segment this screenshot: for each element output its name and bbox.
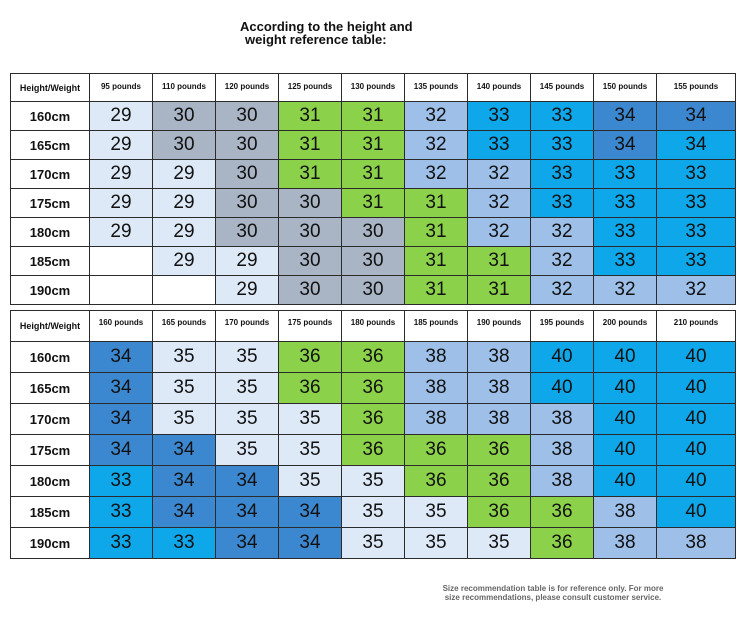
size-cell: 30 <box>216 189 279 218</box>
size-cell: 32 <box>468 160 531 189</box>
height-label: 180cm <box>11 466 90 497</box>
size-cell: 33 <box>657 160 736 189</box>
size-cell: 36 <box>279 373 342 404</box>
size-cell: 33 <box>468 102 531 131</box>
size-cell: 33 <box>657 247 736 276</box>
size-cell: 36 <box>531 528 594 559</box>
size-cell: 33 <box>594 160 657 189</box>
footnote-line-1: Size recommendation table is for reference only. For more <box>442 584 664 593</box>
size-cell: 31 <box>405 218 468 247</box>
size-cell: 36 <box>405 435 468 466</box>
size-cell: 36 <box>468 466 531 497</box>
height-label: 170cm <box>11 404 90 435</box>
size-cell: 29 <box>90 160 153 189</box>
weight-header: 185 pounds <box>405 311 468 342</box>
size-cell: 31 <box>279 131 342 160</box>
size-cell: 34 <box>90 373 153 404</box>
size-cell: 33 <box>594 189 657 218</box>
size-cell: 32 <box>468 189 531 218</box>
size-cell: 29 <box>153 247 216 276</box>
size-cell: 35 <box>405 528 468 559</box>
size-cell: 36 <box>342 435 405 466</box>
size-cell: 33 <box>90 497 153 528</box>
size-cell: 35 <box>216 435 279 466</box>
footnote-line-2: size recommendations, please consult customer service. <box>444 593 662 602</box>
size-cell: 31 <box>405 189 468 218</box>
size-cell: 29 <box>90 218 153 247</box>
size-cell: 32 <box>531 247 594 276</box>
size-cell: 36 <box>468 497 531 528</box>
height-label: 185cm <box>11 247 90 276</box>
size-cell: 36 <box>468 435 531 466</box>
size-cell: 38 <box>405 342 468 373</box>
size-cell: 35 <box>342 497 405 528</box>
table-row <box>11 218 736 247</box>
size-cell: 40 <box>657 435 736 466</box>
size-cell: 35 <box>279 466 342 497</box>
size-cell: 32 <box>405 160 468 189</box>
size-cell: 32 <box>531 218 594 247</box>
weight-header: 130 pounds <box>342 74 405 102</box>
table-row <box>11 497 736 528</box>
size-cell: 36 <box>342 342 405 373</box>
size-cell: 33 <box>657 189 736 218</box>
size-cell <box>153 276 216 305</box>
size-cell: 34 <box>279 528 342 559</box>
size-cell: 34 <box>90 404 153 435</box>
size-cell: 38 <box>657 528 736 559</box>
weight-header: 140 pounds <box>468 74 531 102</box>
size-cell: 38 <box>468 404 531 435</box>
size-cell: 40 <box>531 342 594 373</box>
size-cell: 31 <box>342 131 405 160</box>
height-label: 160cm <box>11 342 90 373</box>
size-cell: 32 <box>405 102 468 131</box>
weight-header: 200 pounds <box>594 311 657 342</box>
size-cell: 34 <box>90 435 153 466</box>
height-label: 175cm <box>11 189 90 218</box>
size-cell: 34 <box>657 131 736 160</box>
size-cell: 30 <box>342 218 405 247</box>
size-cell: 35 <box>279 404 342 435</box>
size-cell: 30 <box>216 218 279 247</box>
size-table-2 <box>10 310 736 559</box>
table-row <box>11 189 736 218</box>
size-cell: 29 <box>90 102 153 131</box>
size-cell: 34 <box>90 342 153 373</box>
size-cell: 35 <box>216 342 279 373</box>
size-cell: 38 <box>531 435 594 466</box>
weight-header: 195 pounds <box>531 311 594 342</box>
table-row <box>11 342 736 373</box>
size-cell: 29 <box>153 218 216 247</box>
size-cell: 33 <box>531 160 594 189</box>
size-cell: 33 <box>153 528 216 559</box>
size-cell: 38 <box>468 373 531 404</box>
size-cell: 31 <box>468 276 531 305</box>
size-cell: 40 <box>594 466 657 497</box>
size-cell: 30 <box>216 160 279 189</box>
size-cell: 30 <box>279 247 342 276</box>
size-cell: 29 <box>216 276 279 305</box>
height-label: 185cm <box>11 497 90 528</box>
size-cell: 35 <box>468 528 531 559</box>
size-cell: 35 <box>405 497 468 528</box>
size-cell: 36 <box>531 497 594 528</box>
size-cell: 31 <box>405 247 468 276</box>
size-cell: 35 <box>153 342 216 373</box>
table-row <box>11 435 736 466</box>
size-cell: 30 <box>216 102 279 131</box>
height-label: 170cm <box>11 160 90 189</box>
size-cell: 32 <box>531 276 594 305</box>
size-cell: 35 <box>342 528 405 559</box>
size-cell: 34 <box>279 497 342 528</box>
size-cell: 34 <box>594 131 657 160</box>
weight-header: 110 pounds <box>153 74 216 102</box>
size-cell: 38 <box>468 342 531 373</box>
size-cell: 33 <box>594 247 657 276</box>
size-cell: 35 <box>279 435 342 466</box>
size-cell: 33 <box>468 131 531 160</box>
footnote <box>408 584 698 602</box>
size-cell: 33 <box>90 466 153 497</box>
size-cell: 30 <box>279 218 342 247</box>
page-title <box>240 20 460 46</box>
size-cell <box>90 247 153 276</box>
weight-header: 95 pounds <box>90 74 153 102</box>
title-line-1: According to the height and <box>240 19 413 34</box>
size-cell: 40 <box>657 466 736 497</box>
size-cell: 33 <box>531 189 594 218</box>
weight-header: 135 pounds <box>405 74 468 102</box>
size-cell: 35 <box>216 404 279 435</box>
height-label: 175cm <box>11 435 90 466</box>
size-cell: 34 <box>153 497 216 528</box>
size-cell: 31 <box>342 160 405 189</box>
size-cell: 33 <box>657 218 736 247</box>
size-cell: 40 <box>657 404 736 435</box>
size-cell: 36 <box>342 373 405 404</box>
size-cell: 30 <box>153 131 216 160</box>
size-cell: 38 <box>531 466 594 497</box>
size-cell: 33 <box>531 102 594 131</box>
size-cell: 33 <box>594 218 657 247</box>
size-cell: 36 <box>405 466 468 497</box>
size-cell: 29 <box>153 189 216 218</box>
height-label: 190cm <box>11 528 90 559</box>
size-cell: 36 <box>279 342 342 373</box>
table-row <box>11 102 736 131</box>
size-cell: 32 <box>657 276 736 305</box>
size-cell: 31 <box>342 102 405 131</box>
weight-header: 125 pounds <box>279 74 342 102</box>
size-cell: 34 <box>594 102 657 131</box>
table-row <box>11 528 736 559</box>
weight-header: 145 pounds <box>531 74 594 102</box>
weight-header: 180 pounds <box>342 311 405 342</box>
table-row <box>11 373 736 404</box>
size-cell: 31 <box>279 102 342 131</box>
size-table-1 <box>10 73 736 305</box>
size-cell: 34 <box>153 466 216 497</box>
size-cell: 40 <box>594 342 657 373</box>
weight-header: 190 pounds <box>468 311 531 342</box>
size-cell: 29 <box>153 160 216 189</box>
size-cell: 35 <box>342 466 405 497</box>
height-label: 165cm <box>11 373 90 404</box>
weight-header: 150 pounds <box>594 74 657 102</box>
size-cell: 33 <box>531 131 594 160</box>
size-cell: 36 <box>342 404 405 435</box>
size-cell: 29 <box>90 189 153 218</box>
size-cell: 35 <box>153 373 216 404</box>
size-cell: 40 <box>594 373 657 404</box>
size-cell: 29 <box>216 247 279 276</box>
size-cell: 38 <box>594 528 657 559</box>
table-row <box>11 276 736 305</box>
weight-header: 120 pounds <box>216 74 279 102</box>
table-row <box>11 160 736 189</box>
weight-header: 160 pounds <box>90 311 153 342</box>
size-cell: 38 <box>531 404 594 435</box>
size-cell: 40 <box>657 373 736 404</box>
size-cell: 30 <box>153 102 216 131</box>
size-cell: 31 <box>342 189 405 218</box>
size-cell: 31 <box>405 276 468 305</box>
size-cell: 40 <box>594 435 657 466</box>
weight-header: 165 pounds <box>153 311 216 342</box>
title-line-2: weight reference table: <box>245 32 387 47</box>
size-cell: 32 <box>405 131 468 160</box>
table-row <box>11 131 736 160</box>
size-cell: 31 <box>468 247 531 276</box>
size-cell: 30 <box>279 189 342 218</box>
size-cell: 30 <box>216 131 279 160</box>
table-row <box>11 466 736 497</box>
weight-header: 155 pounds <box>657 74 736 102</box>
size-cell: 31 <box>279 160 342 189</box>
size-cell: 32 <box>594 276 657 305</box>
size-cell: 30 <box>342 276 405 305</box>
height-label: 190cm <box>11 276 90 305</box>
table-row <box>11 404 736 435</box>
size-cell: 34 <box>657 102 736 131</box>
size-cell: 40 <box>657 342 736 373</box>
size-cell: 38 <box>405 373 468 404</box>
size-cell: 35 <box>216 373 279 404</box>
size-cell: 40 <box>657 497 736 528</box>
size-cell: 40 <box>531 373 594 404</box>
height-label: 160cm <box>11 102 90 131</box>
size-cell: 35 <box>153 404 216 435</box>
table-row <box>11 247 736 276</box>
size-cell: 40 <box>594 404 657 435</box>
height-label: 165cm <box>11 131 90 160</box>
weight-header: 170 pounds <box>216 311 279 342</box>
size-cell: 38 <box>405 404 468 435</box>
size-cell: 30 <box>279 276 342 305</box>
size-cell <box>90 276 153 305</box>
size-cell: 34 <box>153 435 216 466</box>
header-row <box>11 74 736 102</box>
size-cell: 34 <box>216 466 279 497</box>
weight-header: 175 pounds <box>279 311 342 342</box>
size-cell: 38 <box>594 497 657 528</box>
size-cell: 29 <box>90 131 153 160</box>
size-cell: 34 <box>216 528 279 559</box>
size-cell: 32 <box>468 218 531 247</box>
height-label: 180cm <box>11 218 90 247</box>
header-row <box>11 311 736 342</box>
size-cell: 30 <box>342 247 405 276</box>
weight-header: 210 pounds <box>657 311 736 342</box>
size-cell: 34 <box>216 497 279 528</box>
size-cell: 33 <box>90 528 153 559</box>
corner-label: Height/Weight <box>11 311 90 342</box>
corner-label: Height/Weight <box>11 74 90 102</box>
